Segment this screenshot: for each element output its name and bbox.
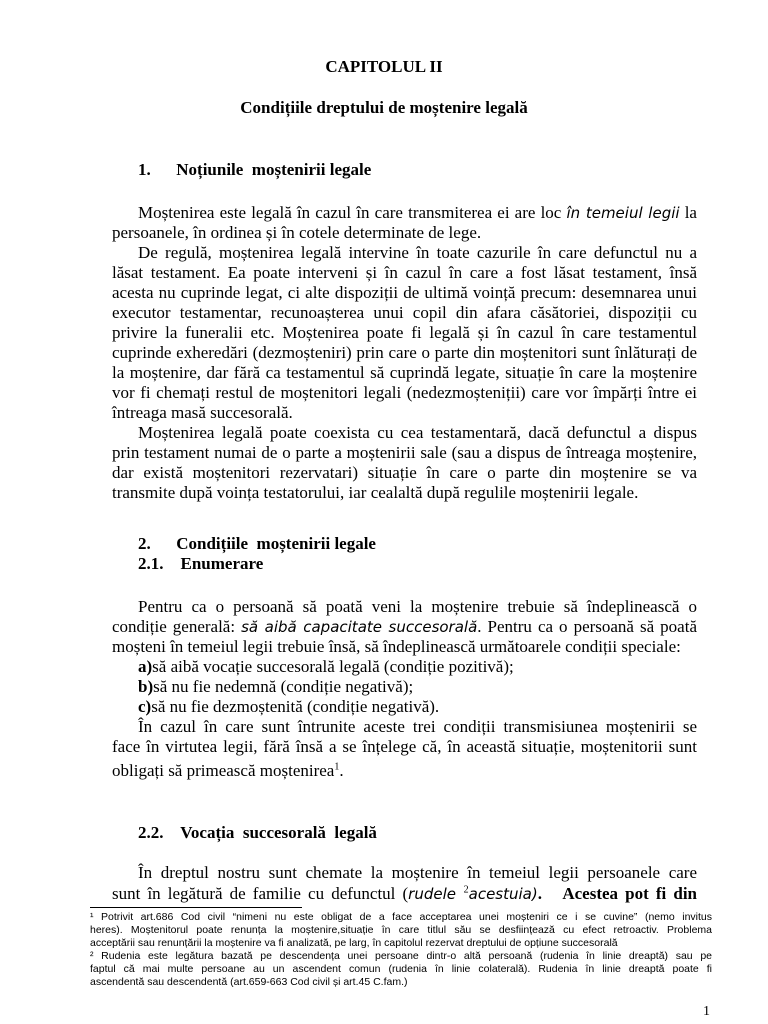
section-1-paragraph-3-line-3: dar există moștenitori rezervatari) situație în care o parte din moștenire se va [112, 463, 697, 482]
footnote-ref-2: 2 [463, 884, 469, 896]
section-1-paragraph-3-line-4: transmite după voința testatorului, iar cealaltă după regulile moștenirii legale. [112, 483, 639, 502]
footnote-2-line-1: ² Rudenia este legătura bazată pe descendența unei persoane dintr-o altă persoană (rudenia în linie dreaptă) sau pe [90, 950, 712, 962]
section-1-paragraph-3-line-2: prin testament numai de o parte a moștenirii sale (sau a dispus de întreaga moștenire, [112, 443, 697, 462]
section-1-paragraph-2-line-8: vor fi chemați restul de moștenitori legali (nedezmoșteniții) care vor împărți între ei [112, 383, 697, 402]
chapter-subtitle: Condițiile dreptului de moștenire legală [240, 98, 528, 117]
section-1-heading: 1. Noțiunile moștenirii legale [138, 160, 372, 179]
italic-text: în temeiul legii [566, 204, 680, 222]
section-2-paragraph-1-line-3: moșteni în temeiul legii trebuie însă, să îndeplinească următoarele condiții speciale: [112, 637, 681, 656]
italic-text: acestuia) [468, 885, 538, 903]
italic-text: să aibă capacitate succesorală [241, 618, 478, 636]
section-2-heading: 2. Condițiile moștenirii legale [138, 534, 376, 553]
section-2-paragraph-2-line-1: În cazul în care sunt întrunite aceste trei condiții transmisiunea moștenirii se [138, 717, 697, 736]
footnote-ref-1: 1 [334, 761, 340, 773]
page-number: 1 [703, 1004, 710, 1019]
section-1-paragraph-2-line-6: cuprinde exheredări (dezmoșteniri) prin care o parte din moștenitori sunt înlăturați de [112, 343, 697, 362]
condition-item-c: c)să nu fie dezmoștenită (condiție negativă). [138, 697, 440, 716]
condition-item-b: b)să nu fie nedemnă (condiție negativă); [138, 677, 414, 696]
section-2-paragraph-1-line-1: Pentru ca o persoană să poată veni la moștenire trebuie să îndeplinească o [138, 597, 697, 616]
section-1-paragraph-2-line-4: executor testamentar, recunoașterea unui copil din afara căsătoriei, dispoziții cu [112, 303, 697, 322]
section-2-paragraph-1-line-2: condiție generală: să aibă capacitate succesorală. Pentru ca o persoană să poată [112, 617, 697, 636]
section-2-2-line-1: În dreptul nostru sunt chemate la moștenire în temeiul legii persoanele care [138, 863, 697, 882]
footnote-1-line-3: acceptării sau renunțării la moștenire va fi analizată, pe larg, în capitolul rezervat dreptului de opțiune succesorală [90, 937, 618, 949]
section-1-paragraph-1-line-2: persoanele, în ordinea și în cotele determinate de lege. [112, 223, 482, 242]
section-1-paragraph-2-line-7: la moștenire, dar fără ca testamentul să cuprindă legate, situație în care la moștenire [112, 363, 697, 382]
section-2-paragraph-2-line-3: obligați să primească moștenirea$^1$. [112, 761, 344, 780]
section-1-paragraph-2-line-1: De regulă, moștenirea legală intervine în toate cazurile în care defunctul nu a [138, 243, 697, 262]
condition-item-a: a)să aibă vocație succesorală legală (condiție pozitivă); [138, 657, 514, 676]
section-1-paragraph-3-line-1: Moștenirea legală poate coexista cu cea testamentară, dacă defunctul a dispus [138, 423, 697, 442]
footnote-2-line-2: faptul că mai multe persoane au un ascendent comun (rudenia în linie colaterală). Rudenia în linie dreaptă poate fi [90, 963, 712, 975]
section-1-paragraph-2-line-5: privire la funeralii etc. Moștenirea poate fi legală și în cazul în care testamentul [112, 323, 697, 342]
section-1-paragraph-2-line-2: lăsat testament. Ea poate interveni și în cazul în care a fost lăsat testament, însă [112, 263, 697, 282]
footnote-1-line-1: ¹ Potrivit art.686 Cod civil “nimeni nu este obligat de a face acceptarea unei moșteniri ce i se cuvine” (nemo invitus [90, 911, 712, 923]
section-1-paragraph-2-line-9: întreaga masă succesorală. [112, 403, 293, 422]
footnote-2-line-3: ascendentă sau descendentă (art.659-663 Cod civil și art.45 C.fam.) [90, 976, 408, 988]
section-2-1-heading: 2.1. Enumerare [138, 554, 264, 573]
italic-text: rudele [408, 885, 464, 903]
section-1-paragraph-1-line-1: Moștenirea este legală în cazul în care transmiterea ei are loc în temeiul legii la [138, 203, 697, 222]
section-2-paragraph-2-line-2: face în virtutea legii, fără însă a se înțelege că, în această situație, moștenitorii sunt [112, 737, 697, 756]
footnote-1-line-2: heres). Moștenitorul poate renunța la moștenire,situație în care titlul său se desființează cu efect retroactiv. Problema [90, 924, 712, 936]
chapter-title: CAPITOLUL II [325, 57, 443, 76]
section-2-2-heading: 2.2. Vocația succesorală legală [138, 823, 377, 842]
section-2-2-line-2: sunt în legătură de familie cu defunctul (rudele $^2$acestuia). Acestea pot fi din [112, 884, 698, 903]
section-1-paragraph-2-line-3: acesta nu cuprinde legat, ci alte dispoziții de ultimă voință precum: desemnarea unui [112, 283, 697, 302]
footnote-separator [90, 907, 302, 908]
